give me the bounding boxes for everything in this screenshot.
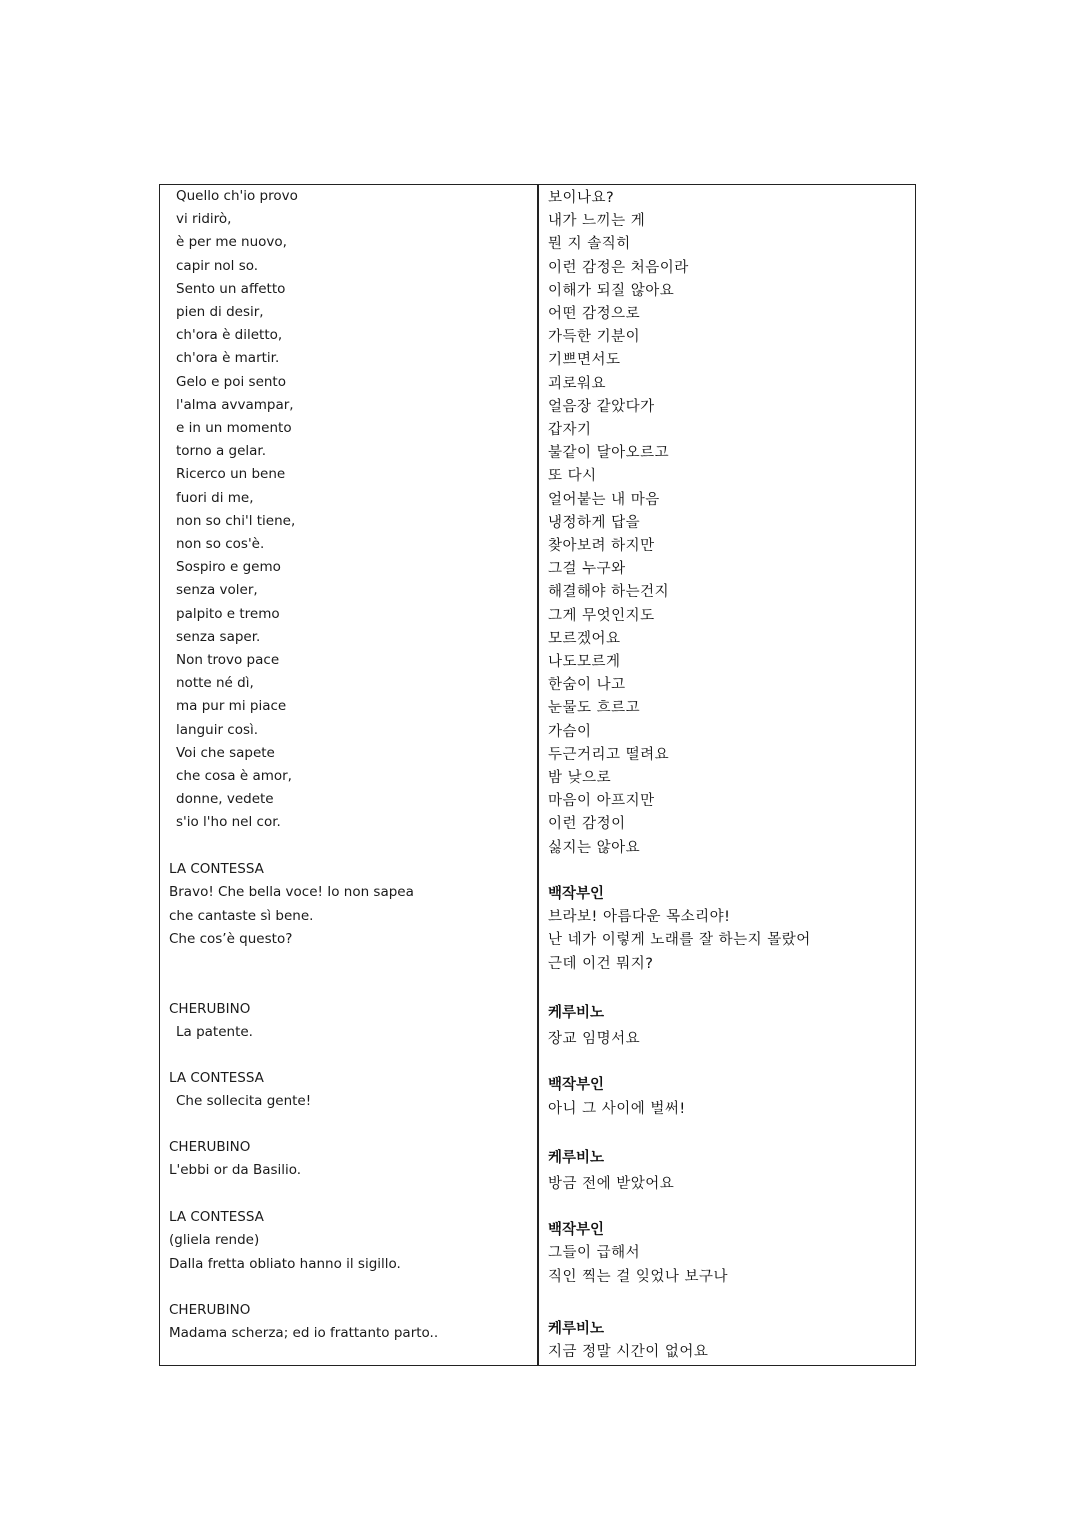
korean-aria-line: 이런 감정은 처음이라 (548, 260, 689, 276)
korean-aria-line: 얼어붙는 내 마음 (548, 492, 660, 508)
italian-aria-line: capir nol so. (176, 258, 259, 274)
italian-dialogue-line: Dalla fretta obliato hanno il sigillo. (169, 1256, 401, 1272)
korean-speaker-name: 케루비노 (548, 1321, 605, 1337)
korean-aria-line: 불같이 달아오르고 (548, 445, 670, 461)
italian-aria-line: languir così. (176, 722, 259, 738)
korean-speaker-name: 백작부인 (548, 1077, 605, 1093)
italian-dialogue-line: La patente. (176, 1024, 253, 1040)
korean-aria-line: 밤 낮으로 (548, 770, 612, 786)
italian-speaker-name: CHERUBINO (169, 1001, 251, 1017)
korean-aria-line: 어떤 감정으로 (548, 306, 641, 322)
italian-aria-line: è per me nuovo, (176, 234, 287, 250)
korean-aria-line: 가슴이 (548, 724, 592, 740)
korean-aria-line: 갑자기 (548, 422, 592, 438)
italian-aria-line: l'alma avvampar, (176, 397, 294, 413)
korean-aria-line: 이런 감정이 (548, 816, 626, 832)
korean-aria-line: 얼음장 같았다가 (548, 399, 655, 415)
italian-speaker-name: CHERUBINO (169, 1302, 251, 1318)
italian-speaker-name: LA CONTESSA (169, 1209, 264, 1225)
italian-speaker-name: LA CONTESSA (169, 1070, 264, 1086)
italian-aria-line: torno a gelar. (176, 443, 267, 459)
korean-aria-line: 냉정하게 답을 (548, 515, 641, 531)
korean-aria-line: 찾아보려 하지만 (548, 538, 655, 554)
italian-aria-line: Quello ch'io provo (176, 188, 298, 204)
korean-aria-line: 내가 느끼는 게 (548, 213, 646, 229)
italian-aria-line: non so cos'è. (176, 536, 265, 552)
korean-dialogue-line: 난 네가 이렇게 노래를 잘 하는지 몰랐어 (548, 932, 811, 948)
italian-dialogue-line: Che sollecita gente! (176, 1093, 312, 1109)
korean-dialogue-line: 방금 전에 받았어요 (548, 1176, 675, 1192)
korean-dialogue-line: 근데 이건 뭐지? (548, 956, 654, 972)
korean-aria-line: 나도모르게 (548, 654, 621, 670)
italian-aria-line: Sento un affetto (176, 281, 286, 297)
italian-dialogue-line: Bravo! Che bella voce! Io non sapea (169, 884, 414, 900)
korean-aria-line: 싫지는 않아요 (548, 840, 641, 856)
korean-dialogue-line: 그들이 급해서 (548, 1245, 641, 1261)
korean-aria-line: 기쁘면서도 (548, 352, 621, 368)
italian-aria-line: ma pur mi piace (176, 698, 287, 714)
italian-aria-line: vi ridirò, (176, 211, 232, 227)
italian-speaker-name: LA CONTESSA (169, 861, 264, 877)
korean-dialogue-line: 지금 정말 시간이 없어요 (548, 1344, 709, 1360)
italian-dialogue-line: Madama scherza; ed io frattanto parto.. (169, 1325, 439, 1341)
italian-aria-line: e in un momento (176, 420, 292, 436)
korean-dialogue-line: 브라보! 아름다운 목소리야! (548, 909, 731, 925)
korean-aria-line: 모르겠어요 (548, 631, 621, 647)
korean-aria-line: 가득한 기분이 (548, 329, 641, 345)
italian-dialogue-line: L'ebbi or da Basilio. (169, 1162, 302, 1178)
korean-aria-line: 또 다시 (548, 468, 597, 484)
italian-aria-line: ch'ora è martir. (176, 350, 280, 366)
italian-aria-line: Gelo e poi sento (176, 374, 286, 390)
korean-speaker-name: 백작부인 (548, 886, 605, 902)
korean-dialogue-line: 직인 찍는 걸 잊었나 보구나 (548, 1269, 729, 1285)
korean-aria-line: 마음이 아프지만 (548, 793, 655, 809)
korean-aria-line: 이해가 되질 않아요 (548, 283, 675, 299)
italian-aria-line: senza voler, (176, 582, 258, 598)
korean-aria-line: 그걸 누구와 (548, 561, 626, 577)
korean-speaker-name: 케루비노 (548, 1150, 605, 1166)
italian-dialogue-line: Che cos’è questo? (169, 931, 293, 947)
korean-aria-line: 해결해야 하는건지 (548, 584, 670, 600)
korean-speaker-name: 케루비노 (548, 1005, 605, 1021)
italian-aria-line: senza saper. (176, 629, 261, 645)
italian-aria-line: Voi che sapete (176, 745, 275, 761)
korean-speaker-name: 백작부인 (548, 1222, 605, 1238)
italian-aria-line: pien di desir, (176, 304, 264, 320)
korean-aria-line: 한숨이 나고 (548, 677, 626, 693)
korean-aria-line: 보이나요? (548, 190, 615, 206)
korean-dialogue-line: 아니 그 사이에 벌써! (548, 1101, 686, 1117)
italian-aria-line: che cosa è amor, (176, 768, 292, 784)
korean-aria-line: 뭔 지 솔직히 (548, 236, 631, 252)
korean-dialogue-line: 장교 임명서요 (548, 1031, 641, 1047)
italian-aria-line: non so chi'l tiene, (176, 513, 296, 529)
italian-aria-line: Non trovo pace (176, 652, 280, 668)
korean-aria-line: 그게 무엇인지도 (548, 608, 655, 624)
korean-aria-line: 눈물도 흐르고 (548, 700, 641, 716)
italian-dialogue-line: (gliela rende) (169, 1232, 260, 1248)
column-divider (537, 184, 539, 1366)
italian-aria-line: s'io l'ho nel cor. (176, 814, 281, 830)
italian-aria-line: donne, vedete (176, 791, 274, 807)
korean-aria-line: 두근거리고 떨려요 (548, 747, 670, 763)
korean-aria-line: 괴로워요 (548, 376, 607, 392)
italian-aria-line: notte né dì, (176, 675, 254, 691)
italian-aria-line: Sospiro e gemo (176, 559, 281, 575)
italian-aria-line: Ricerco un bene (176, 466, 286, 482)
italian-dialogue-line: che cantaste sì bene. (169, 908, 314, 924)
italian-speaker-name: CHERUBINO (169, 1139, 251, 1155)
italian-aria-line: ch'ora è diletto, (176, 327, 283, 343)
italian-aria-line: fuori di me, (176, 490, 254, 506)
italian-aria-line: palpito e tremo (176, 606, 280, 622)
